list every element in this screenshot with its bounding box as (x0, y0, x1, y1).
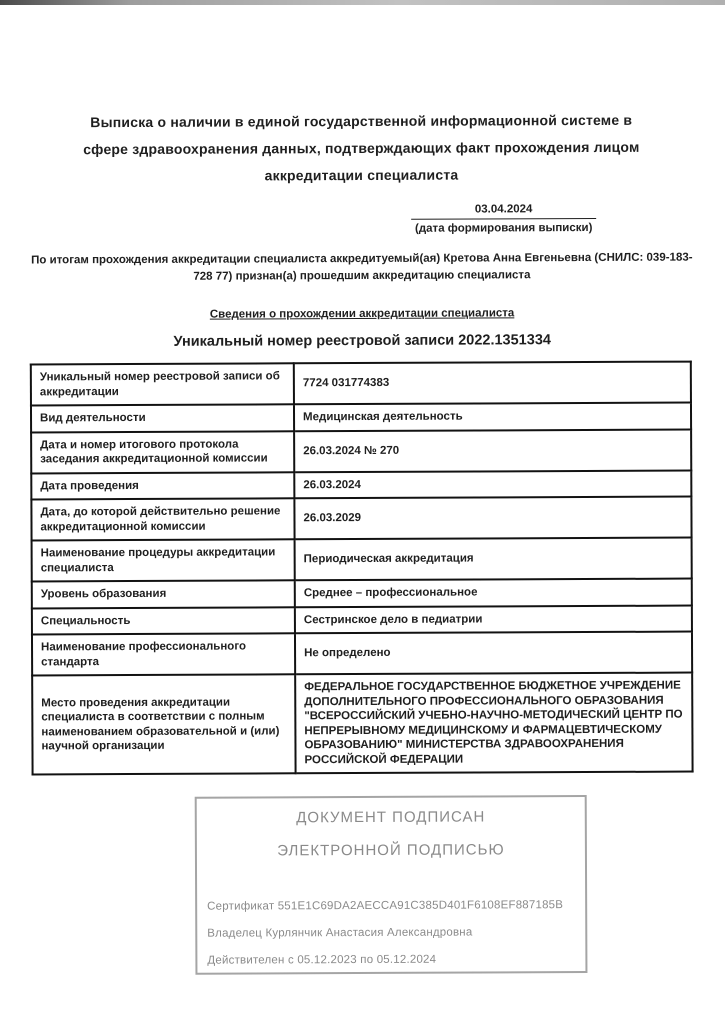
row-label: Специальность (32, 607, 295, 635)
row-label: Дата проведения (31, 472, 294, 500)
signature-title-line1: ДОКУМЕНТ ПОДПИСАН (296, 808, 486, 827)
signature-title-line2: ЭЛЕКТРОННОЙ ПОДПИСЬЮ (277, 841, 505, 860)
row-label: Дата и номер итогового протокола заседания аккредитационной комиссии (31, 431, 294, 473)
row-label: Наименование процедуры аккредитации специалиста (32, 539, 295, 581)
section-heading: Сведения о прохождении аккредитации специалиста (209, 307, 515, 321)
row-value: ФЕДЕРАЛЬНОЕ ГОСУДАРСТВЕННОЕ БЮДЖЕТНОЕ УЧРЕЖДЕНИЕ ДОПОЛНИТЕЛЬНОГО ПРОФЕССИОНАЛЬНОГО ОБРАЗОВАНИЯ "ВСЕРОССИЙСКИЙ УЧЕБНО-НАУЧНО-МЕТОДИЧЕСКИЙ ЦЕНТР ПО НЕПРЕРЫВНОМУ МЕДИЦИНСКОМУ И ФАРМАЦЕВТИЧЕСКОМУ ОБРАЗОВАНИЮ" МИНИСТЕРСТВА ЗДРАВООХРАНЕНИЯ РОССИЙСКОЙ ФЕДЕРАЦИИ (295, 673, 692, 774)
table-row (31, 403, 691, 432)
validity-line: Действителен с 05.12.2023 по 05.12.2024 (207, 953, 437, 967)
table-row (31, 362, 691, 406)
row-value: Периодическая аккредитация (295, 538, 692, 581)
table-row (31, 429, 691, 473)
row-label: Дата, до которой действительно решение аккредитационной комиссии (31, 498, 294, 540)
table-row (31, 470, 691, 499)
row-value: 26.03.2029 (294, 497, 691, 540)
row-label: Место проведения аккредитации специалиста в соответствии с полным наименованием образовательной и (или) научной организации (32, 674, 295, 774)
table-row (31, 497, 691, 541)
row-value: 7724 031774383 (294, 362, 691, 405)
owner-line: Владелец Курлянчик Анастасия Александровна (207, 926, 473, 940)
table-row (32, 673, 692, 775)
row-label: Уникальный номер реестровой записи об аккредитации (31, 363, 294, 405)
accreditation-table (30, 361, 694, 776)
table-row (32, 538, 692, 582)
issue-date: 03.04.2024 (411, 203, 596, 220)
row-value: Медицинская деятельность (294, 403, 691, 431)
row-label: Уровень образования (32, 580, 295, 608)
page-title: Выписка о наличии в единой государственной информационной системе в сфере здравоохранения данных, подтверждающих факт прохождения лицом аккредитации специалиста (83, 111, 640, 184)
certificate-line: Сертификат 551E1C69DA2AECCA91C385D401F6108EF887185B (207, 899, 564, 913)
row-value: Сестринское дело в педиатрии (295, 605, 692, 633)
table-row (32, 632, 692, 676)
issue-date-label: (дата формирования выписки) (414, 221, 593, 235)
row-value: Среднее – профессиональное (295, 579, 692, 607)
row-value: 26.03.2024 № 270 (294, 429, 691, 472)
intro-paragraph: По итогам прохождения аккредитации специалиста аккредитуемый(ая) Кретова Анна Евгеньевна (СНИЛС: 039-183-728 77) признан(а) прошедшим аккредитацию специалиста (31, 251, 693, 283)
table-row (32, 579, 692, 608)
signature-box (195, 795, 588, 975)
issue-date-block (411, 203, 596, 235)
table-row (32, 605, 692, 634)
row-value: 26.03.2024 (294, 470, 691, 498)
row-label: Наименование профессионального стандарта (32, 633, 295, 675)
registry-number-heading: Уникальный номер реестровой записи 2022.1351334 (173, 332, 551, 350)
row-label: Вид деятельности (31, 404, 294, 432)
row-value: Не определено (295, 632, 692, 675)
